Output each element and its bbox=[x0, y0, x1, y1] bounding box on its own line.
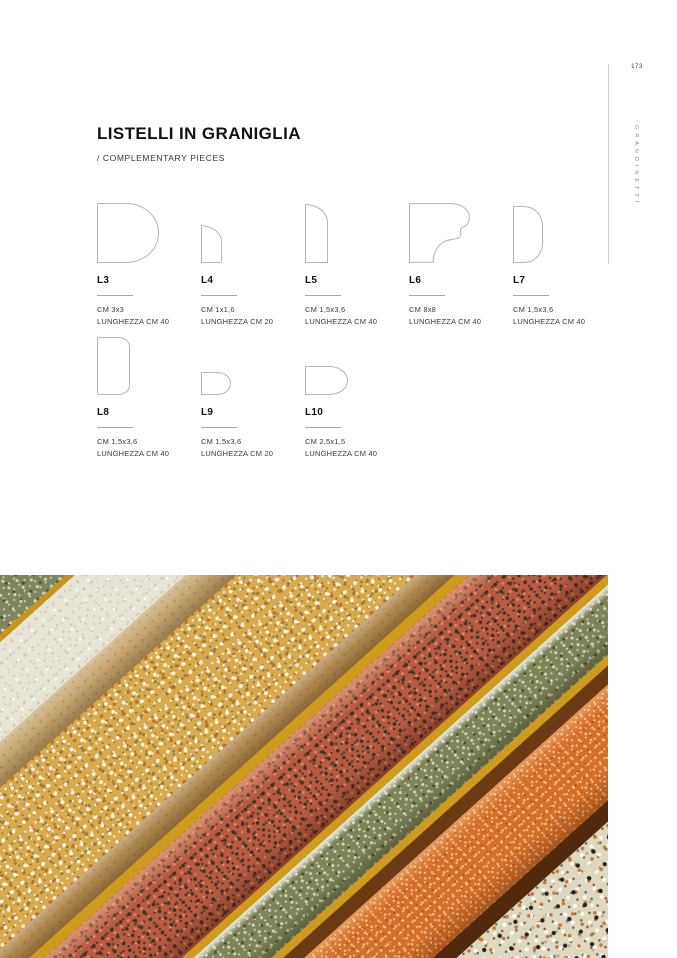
terrazzo-strips-photo bbox=[0, 575, 608, 958]
profile-L9-drawing bbox=[201, 327, 305, 395]
product-length: LUNGHEZZA CM 20 bbox=[201, 448, 274, 458]
profile-L3-drawing bbox=[97, 195, 201, 263]
label-divider bbox=[305, 427, 341, 428]
label-divider bbox=[201, 295, 237, 296]
product-code: L3 bbox=[97, 275, 110, 286]
product-size: CM 1,5x3,6 bbox=[305, 305, 346, 314]
profiles-row-1 bbox=[97, 195, 617, 327]
product-size: CM 8x8 bbox=[409, 305, 437, 314]
profile-L6-drawing bbox=[409, 195, 513, 263]
product-length: LUNGHEZZA CM 40 bbox=[305, 448, 378, 458]
product-length: LUNGHEZZA CM 40 bbox=[513, 316, 586, 326]
profiles-row-2 bbox=[97, 327, 409, 459]
product-L5 bbox=[305, 195, 409, 327]
product-size: CM 3x3 bbox=[97, 305, 125, 314]
profile-L10-drawing bbox=[305, 327, 409, 395]
product-code: L6 bbox=[409, 275, 422, 286]
label-divider bbox=[97, 427, 133, 428]
product-size: CM 2,5x1,5 bbox=[305, 437, 346, 446]
label-divider bbox=[305, 295, 341, 296]
profile-L4-drawing bbox=[201, 195, 305, 263]
product-size: CM 1x1,6 bbox=[201, 305, 235, 314]
product-length: LUNGHEZZA CM 40 bbox=[409, 316, 482, 326]
product-size: CM 1,5x3,6 bbox=[201, 437, 242, 446]
product-code: L8 bbox=[97, 407, 110, 418]
product-L8 bbox=[97, 327, 201, 459]
product-code: L10 bbox=[305, 407, 324, 418]
brand-vertical-label: GRANDINETTI bbox=[633, 125, 639, 207]
product-size: CM 1,5x3,6 bbox=[97, 437, 138, 446]
product-size: CM 1,5x3,6 bbox=[513, 305, 554, 314]
product-L9 bbox=[201, 327, 305, 459]
product-length: LUNGHEZZA CM 40 bbox=[97, 448, 170, 458]
product-L3 bbox=[97, 195, 201, 327]
profile-L5-drawing bbox=[305, 195, 409, 263]
photo-stripes bbox=[0, 575, 608, 958]
page-number: 173 bbox=[631, 63, 643, 70]
product-length: LUNGHEZZA CM 20 bbox=[201, 316, 274, 326]
page-title: LISTELLI IN GRANIGLIA bbox=[97, 124, 301, 143]
product-code: L4 bbox=[201, 275, 214, 286]
product-code: L5 bbox=[305, 275, 318, 286]
product-code: L9 bbox=[201, 407, 214, 418]
label-divider bbox=[513, 295, 549, 296]
product-L7 bbox=[513, 195, 617, 327]
label-divider bbox=[409, 295, 445, 296]
product-length: LUNGHEZZA CM 40 bbox=[305, 316, 378, 326]
product-length: LUNGHEZZA CM 40 bbox=[97, 316, 170, 326]
profile-L8-drawing bbox=[97, 327, 201, 395]
profile-L7-drawing bbox=[513, 195, 617, 263]
label-divider bbox=[201, 427, 237, 428]
product-L10 bbox=[305, 327, 409, 459]
page-subtitle: / COMPLEMENTARY PIECES bbox=[97, 153, 225, 163]
product-code: L7 bbox=[513, 275, 526, 286]
label-divider bbox=[97, 295, 133, 296]
product-L6 bbox=[409, 195, 513, 327]
product-L4 bbox=[201, 195, 305, 327]
